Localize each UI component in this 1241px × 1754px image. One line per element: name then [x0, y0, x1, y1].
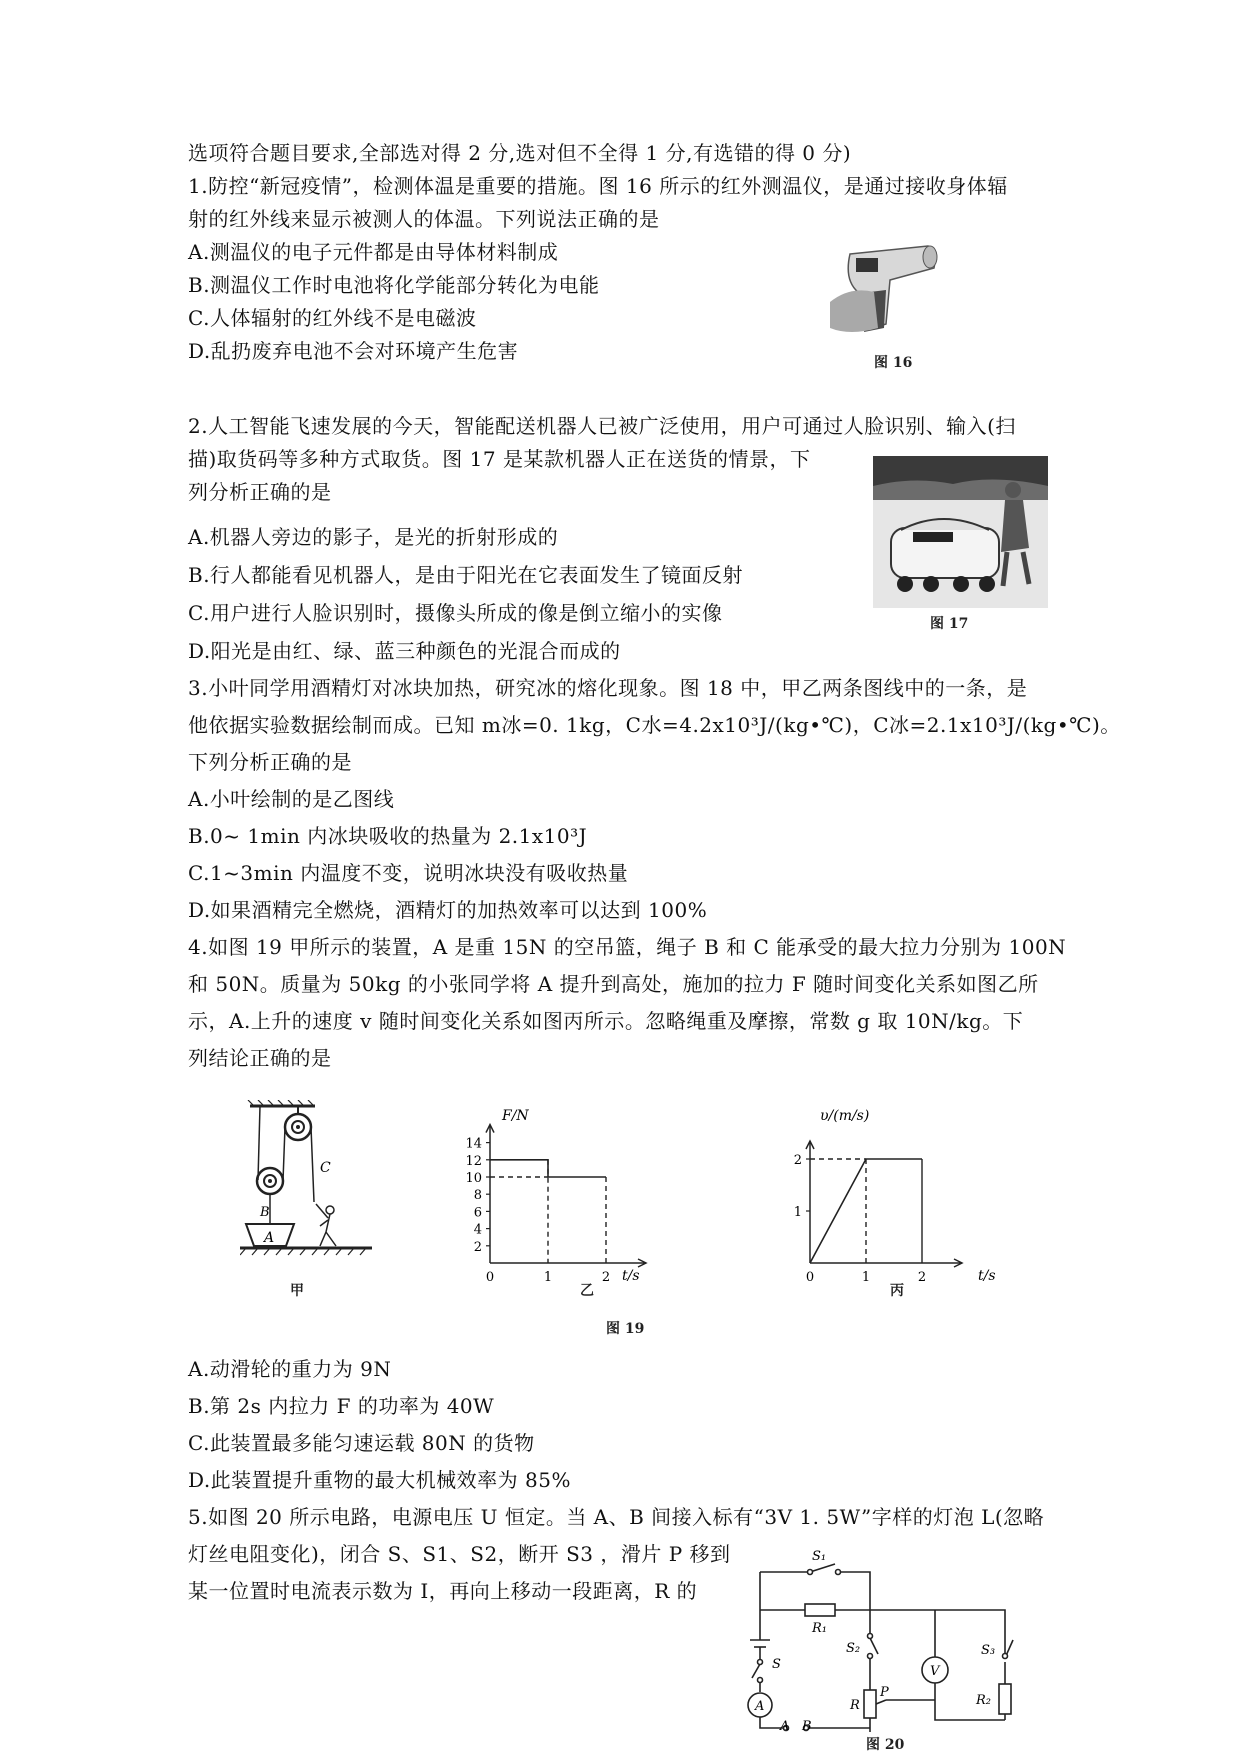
label-r1: R₁ [812, 1621, 827, 1636]
q2-stem-2: 描)取货码等多种方式取货。图 17 是某款机器人正在送货的情景，下 [188, 447, 811, 471]
q5-stem-3: 某一位置时电流表示数为 I，再向上移动一段距离，R 的 [188, 1579, 698, 1603]
bing-ytick-label: 2 [793, 1153, 802, 1168]
intro-text: 选项符合题目要求,全部选对得 2 分,选对但不全得 1 分,有选错的得 0 分) [188, 141, 852, 165]
label-a: A [264, 1230, 275, 1246]
q1-option-b: B.测温仪工作时电池将化学能部分转化为电能 [188, 273, 600, 297]
q1-stem-2: 射的红外线来显示被测人的体温。下列说法正确的是 [188, 207, 660, 231]
label-s1: S₁ [812, 1549, 827, 1564]
voltmeter-label: V [930, 1664, 940, 1679]
q2-option-d: D.阳光是由红、绿、蓝三种颜色的光混合而成的 [188, 639, 621, 663]
q2-option-a: A.机器人旁边的影子，是光的折射形成的 [188, 525, 559, 549]
q4-stem-1: 4.如图 19 甲所示的装置，A 是重 15N 的空吊篮，绳子 B 和 C 能承受的最大拉力分别为 100N [188, 935, 1067, 959]
bing-ylabel: υ/(m/s) [820, 1108, 870, 1124]
q2-stem-3: 列分析正确的是 [188, 480, 332, 504]
figure-19-jia-caption: 甲 [290, 1283, 304, 1299]
figure-17-caption: 图 17 [930, 616, 969, 632]
figure-19-caption: 图 19 [606, 1321, 645, 1337]
bing-xtick-label: 2 [917, 1270, 927, 1285]
figure-19-yi-caption: 乙 [580, 1283, 594, 1299]
q4-option-b: B.第 2s 内拉力 F 的功率为 40W [188, 1394, 495, 1418]
q2-stem-1: 2.人工智能飞速发展的今天，智能配送机器人已被广泛使用，用户可通过人脸识别、输入(扫 [188, 414, 1016, 438]
q3-option-a: A.小叶绘制的是乙图线 [188, 787, 395, 811]
label-p: P [880, 1685, 889, 1700]
q1-option-c: C.人体辐射的红外线不是电磁波 [188, 306, 477, 330]
thermometer-image [830, 232, 940, 342]
bing-xlabel: t/s [978, 1268, 996, 1284]
q2-option-c: C.用户进行人脸识别时，摄像头所成的像是倒立缩小的实像 [188, 601, 723, 625]
yi-ytick-label: 14 [465, 1136, 482, 1152]
delivery-robot-image [873, 456, 1048, 608]
yi-ytick-label: 4 [473, 1222, 482, 1238]
ammeter-label: A [755, 1699, 765, 1714]
terminal-b: B [802, 1719, 812, 1732]
q5-stem-2: 灯丝电阻变化)，闭合 S、S1、S2，断开 S3 ，滑片 P 移到 [188, 1542, 731, 1566]
q1-stem-1: 1.防控“新冠疫情”，检测体温是重要的措施。图 16 所示的红外测温仪，是通过接收身体辐 [188, 174, 1008, 198]
label-r: R [850, 1698, 860, 1713]
label-c: C [320, 1160, 331, 1176]
q1-option-d: D.乱扔废弃电池不会对环境产生危害 [188, 339, 519, 363]
q4-option-a: A.动滑轮的重力为 9N [188, 1357, 392, 1381]
yi-ytick-label: 8 [473, 1188, 482, 1204]
circuit-diagram [740, 1532, 1040, 1732]
yi-ytick-label: 12 [465, 1153, 482, 1169]
q3-stem-2: 他依据实验数据绘制而成。已知 m冰=0. 1kg，C水=4.2x10³J/(kg•℃)，C冰=2.1x10³J/(kg•℃)。 [188, 713, 1121, 737]
yi-ytick-label: 6 [473, 1205, 482, 1221]
figure-20-caption: 图 20 [866, 1737, 905, 1753]
q4-stem-2: 和 50N。质量为 50kg 的小张同学将 A 提升到高处，施加的拉力 F 随时间变化关系如图乙所 [188, 972, 1039, 996]
bing-xtick-label: 0 [805, 1270, 815, 1285]
velocity-time-chart [780, 1098, 1000, 1298]
figure-19-bing-caption: 丙 [890, 1283, 904, 1299]
terminal-a: A [780, 1719, 790, 1732]
bing-series-v [810, 1159, 922, 1263]
q3-option-b: B.0~ 1min 内冰块吸收的热量为 2.1x10³J [188, 824, 588, 848]
yi-ylabel: F/N [502, 1108, 529, 1124]
q3-option-c: C.1~3min 内温度不变，说明冰块没有吸收热量 [188, 861, 629, 885]
label-s2: S₂ [846, 1641, 861, 1656]
q3-option-d: D.如果酒精完全燃烧，酒精灯的加热效率可以达到 100% [188, 898, 708, 922]
yi-ytick-label: 2 [473, 1239, 482, 1255]
q4-stem-4: 列结论正确的是 [188, 1046, 332, 1070]
q1-option-a: A.测温仪的电子元件都是由导体材料制成 [188, 240, 559, 264]
label-s: S [772, 1657, 781, 1672]
bing-ytick-label: 1 [793, 1205, 802, 1220]
figure-16-caption: 图 16 [874, 355, 913, 371]
pulley-diagram [240, 1100, 380, 1280]
q3-stem-3: 下列分析正确的是 [188, 750, 352, 774]
label-b: B [260, 1205, 270, 1220]
yi-ytick-label: 10 [465, 1171, 482, 1186]
bing-xtick-label: 1 [861, 1270, 871, 1285]
q4-option-c: C.此装置最多能匀速运载 80N 的货物 [188, 1431, 535, 1455]
q4-option-d: D.此装置提升重物的最大机械效率为 85% [188, 1468, 571, 1492]
force-time-chart [450, 1098, 650, 1298]
label-s3: S₃ [981, 1643, 996, 1658]
yi-xtick-label: 1 [543, 1270, 553, 1285]
yi-xtick-label: 2 [601, 1270, 611, 1285]
yi-xtick-label: 0 [485, 1270, 495, 1285]
q2-option-b: B.行人都能看见机器人，是由于阳光在它表面发生了镜面反射 [188, 563, 744, 587]
label-r2: R₂ [976, 1693, 991, 1708]
yi-xlabel: t/s [622, 1268, 640, 1284]
q5-stem-1: 5.如图 20 所示电路，电源电压 U 恒定。当 A、B 间接入标有“3V 1. 5W”字样的灯泡 L(忽略 [188, 1505, 1045, 1529]
q3-stem-1: 3.小叶同学用酒精灯对冰块加热，研究冰的熔化现象。图 18 中，甲乙两条图线中的一条，是 [188, 676, 1028, 700]
q4-stem-3: 示，A.上升的速度 v 随时间变化关系如图丙所示。忽略绳重及摩擦，常数 g 取 10N/kg。下 [188, 1009, 1024, 1033]
